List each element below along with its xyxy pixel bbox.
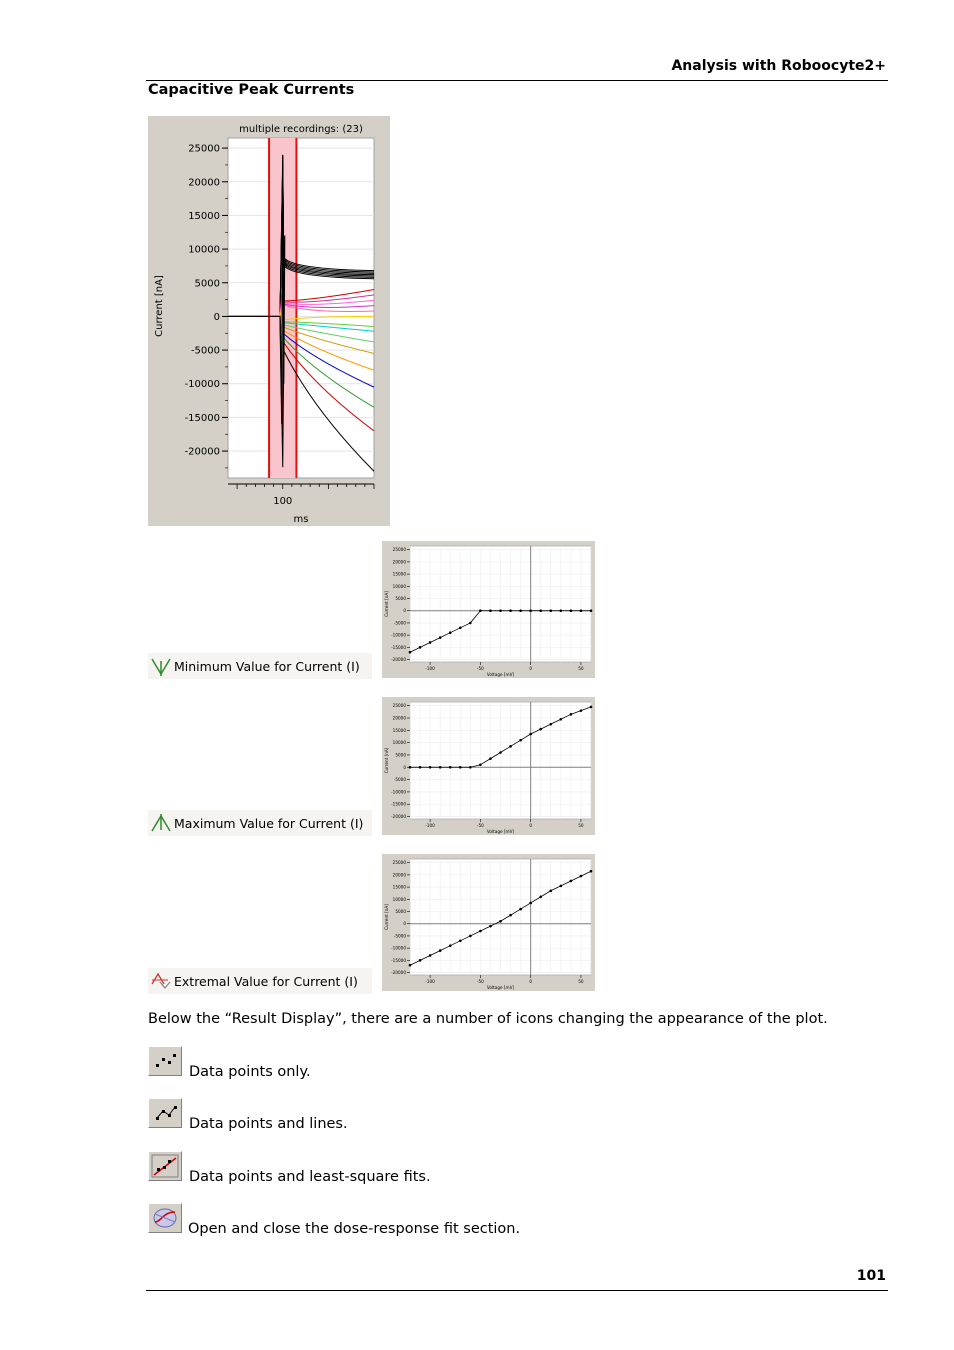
iv-plot-min-panel xyxy=(382,541,595,678)
iv-data-point xyxy=(479,930,482,933)
dose-response-button[interactable] xyxy=(148,1203,182,1233)
iv-data-point xyxy=(489,609,492,612)
iv-ytick-label: 15000 xyxy=(392,571,406,577)
iv-ytick-label: 15000 xyxy=(392,727,406,733)
iv-ytick-label: -20000 xyxy=(391,657,406,663)
iv-xtick-label: 0 xyxy=(529,979,533,984)
legend-maximum xyxy=(148,810,372,836)
iv-xtick-label: -50 xyxy=(476,666,484,671)
iv-xtick-label: 0 xyxy=(529,823,533,828)
iv-data-point xyxy=(519,908,522,911)
main-ylabel: Current [nA] xyxy=(154,275,165,337)
legend-extremal-label: Extremal Value for Current (I) xyxy=(174,973,358,989)
iv-ytick-label: 20000 xyxy=(392,872,406,878)
legend-maximum-label: Maximum Value for Current (I) xyxy=(174,815,364,831)
least-square-fit-button[interactable] xyxy=(148,1151,182,1181)
main-ytick-label: 15000 xyxy=(188,210,220,222)
iv-ytick-label: 10000 xyxy=(392,583,406,589)
main-ytick-label: 5000 xyxy=(194,278,220,290)
iv-data-point xyxy=(499,609,502,612)
iv-data-point xyxy=(429,766,432,769)
main-xlabel: ms xyxy=(293,514,309,525)
iv-ytick-label: -15000 xyxy=(391,957,406,963)
tool-label-data-points-lines: Data points and lines. xyxy=(189,1116,348,1132)
data-points-lines-icon xyxy=(149,1099,181,1127)
iv-data-point xyxy=(459,940,462,943)
dose-response-icon xyxy=(149,1204,181,1232)
footer-rule xyxy=(146,1290,888,1291)
legend-minimum-label: Minimum Value for Current (I) xyxy=(174,658,360,674)
iv-data-point xyxy=(560,609,563,612)
iv-xtick-label: 0 xyxy=(529,666,533,671)
iv-ytick-label: 0 xyxy=(403,608,406,614)
iv-xlabel: Voltage [mV] xyxy=(486,985,515,990)
iv-data-point xyxy=(409,651,412,654)
intro-paragraph: Below the “Result Display”, there are a number of icons changing the appearance of the plot. xyxy=(148,1011,828,1027)
main-ytick-label: -10000 xyxy=(184,379,220,391)
iv-data-point xyxy=(459,627,462,630)
iv-data-point xyxy=(479,764,482,767)
least-square-fit-icon xyxy=(149,1152,181,1180)
iv-xlabel: Voltage [mV] xyxy=(486,829,515,834)
iv-data-point xyxy=(499,920,502,923)
tool-label-dose-response: Open and close the dose-response fit section. xyxy=(188,1221,521,1237)
iv-data-point xyxy=(409,964,412,967)
iv-ytick-label: 25000 xyxy=(392,547,406,553)
data-points-button[interactable] xyxy=(148,1046,182,1076)
iv-data-point xyxy=(539,728,542,731)
iv-data-point xyxy=(509,609,512,612)
iv-data-point xyxy=(489,757,492,760)
iv-plot-minimum xyxy=(382,541,595,678)
main-ytick-label: -15000 xyxy=(184,412,220,424)
legend-minimum xyxy=(148,653,372,679)
iv-data-point xyxy=(539,609,542,612)
iv-data-point xyxy=(549,609,552,612)
iv-data-point xyxy=(580,709,583,712)
iv-xtick-label: -100 xyxy=(425,666,435,671)
iv-ytick-label: -15000 xyxy=(391,801,406,807)
iv-ytick-label: 10000 xyxy=(392,740,406,746)
iv-plot-ext-panel xyxy=(382,854,595,991)
iv-data-point xyxy=(560,885,563,888)
main-ytick-label: 20000 xyxy=(188,177,220,189)
iv-data-point xyxy=(489,925,492,928)
iv-ytick-label: -20000 xyxy=(391,970,406,976)
iv-plot-max-panel xyxy=(382,697,595,835)
legend-extremal xyxy=(148,968,372,994)
iv-data-point xyxy=(439,949,442,952)
page-number: 101 xyxy=(856,1268,886,1284)
main-ytick-label: -20000 xyxy=(184,446,220,458)
iv-data-point xyxy=(439,636,442,639)
main-xtick-label: 100 xyxy=(273,496,293,507)
iv-xlabel: Voltage [mV] xyxy=(486,672,515,677)
iv-ytick-label: -5000 xyxy=(393,620,406,626)
iv-ytick-label: -5000 xyxy=(393,933,406,939)
iv-data-point xyxy=(570,880,573,883)
iv-data-point xyxy=(519,609,522,612)
iv-ytick-label: 5000 xyxy=(395,909,406,915)
iv-ytick-label: -15000 xyxy=(391,644,406,650)
minimum-peak-icon xyxy=(150,655,172,677)
iv-data-point xyxy=(449,944,452,947)
iv-xtick-label: 50 xyxy=(578,666,584,671)
iv-xtick-label: -50 xyxy=(476,979,484,984)
iv-data-point xyxy=(590,870,593,873)
iv-data-point xyxy=(529,902,532,905)
iv-data-point xyxy=(509,914,512,917)
section-title: Capacitive Peak Currents xyxy=(148,82,355,98)
iv-data-point xyxy=(590,609,593,612)
header-rule xyxy=(146,80,888,81)
iv-ytick-label: -10000 xyxy=(391,945,406,951)
iv-ylabel: Current [nA] xyxy=(384,904,389,930)
main-ytick-label: 25000 xyxy=(188,143,220,155)
iv-ytick-label: 25000 xyxy=(392,860,406,866)
extremal-peak-icon xyxy=(150,970,172,992)
iv-data-point xyxy=(499,751,502,754)
iv-data-point xyxy=(560,718,563,721)
iv-ytick-label: 10000 xyxy=(392,896,406,902)
iv-ytick-label: -10000 xyxy=(391,789,406,795)
iv-plot-maximum xyxy=(382,697,595,835)
iv-data-point xyxy=(409,766,412,769)
iv-data-point xyxy=(449,766,452,769)
iv-ytick-label: -20000 xyxy=(391,814,406,820)
iv-data-point xyxy=(580,875,583,878)
iv-ytick-label: -5000 xyxy=(393,777,406,783)
iv-data-point xyxy=(539,896,542,899)
iv-xtick-label: 50 xyxy=(578,823,584,828)
plot-area xyxy=(228,138,374,478)
iv-data-point xyxy=(580,609,583,612)
iv-data-point xyxy=(469,935,472,938)
main-ytick-label: 0 xyxy=(213,311,220,323)
iv-ytick-label: 5000 xyxy=(395,752,406,758)
main-ytick-label: 10000 xyxy=(188,244,220,256)
iv-data-point xyxy=(419,646,422,649)
iv-data-point xyxy=(469,622,472,625)
running-header: Analysis with Roboocyte2+ xyxy=(671,58,886,74)
iv-ytick-label: -10000 xyxy=(391,632,406,638)
iv-xtick-label: 50 xyxy=(578,979,584,984)
iv-xtick-label: -50 xyxy=(476,823,484,828)
iv-ytick-label: 20000 xyxy=(392,559,406,565)
iv-data-point xyxy=(570,609,573,612)
iv-ytick-label: 25000 xyxy=(392,703,406,709)
iv-data-point xyxy=(469,766,472,769)
iv-data-point xyxy=(419,766,422,769)
main-ytick-label: -5000 xyxy=(190,345,220,357)
iv-ytick-label: 5000 xyxy=(395,596,406,602)
iv-data-point xyxy=(429,954,432,957)
iv-ylabel: Current [nA] xyxy=(384,747,389,774)
iv-data-point xyxy=(549,889,552,892)
iv-ytick-label: 15000 xyxy=(392,884,406,890)
iv-xtick-label: -100 xyxy=(425,823,435,828)
iv-data-point xyxy=(479,609,482,612)
data-points-icon xyxy=(149,1047,181,1075)
iv-data-point xyxy=(519,739,522,742)
tool-label-least-square: Data points and least-square fits. xyxy=(189,1169,431,1185)
iv-ytick-label: 0 xyxy=(403,921,406,927)
main-plot-panel xyxy=(148,116,390,526)
iv-data-point xyxy=(529,733,532,736)
main-current-plot xyxy=(148,116,390,526)
iv-data-point xyxy=(509,745,512,748)
iv-data-point xyxy=(570,713,573,716)
iv-plot-extremal xyxy=(382,854,595,991)
maximum-peak-icon xyxy=(150,812,172,834)
data-points-lines-button[interactable] xyxy=(148,1098,182,1128)
iv-ylabel: Current [nA] xyxy=(384,591,389,617)
iv-data-point xyxy=(449,631,452,634)
main-plot-title: multiple recordings: (23) xyxy=(239,124,363,135)
iv-data-point xyxy=(419,959,422,962)
iv-data-point xyxy=(549,723,552,726)
iv-data-point xyxy=(459,766,462,769)
iv-data-point xyxy=(529,609,532,612)
iv-data-point xyxy=(429,641,432,644)
iv-ytick-label: 20000 xyxy=(392,715,406,721)
tool-label-data-points: Data points only. xyxy=(189,1064,311,1080)
iv-xtick-label: -100 xyxy=(425,979,435,984)
iv-data-point xyxy=(439,766,442,769)
iv-ytick-label: 0 xyxy=(403,764,406,770)
iv-data-point xyxy=(590,706,593,709)
